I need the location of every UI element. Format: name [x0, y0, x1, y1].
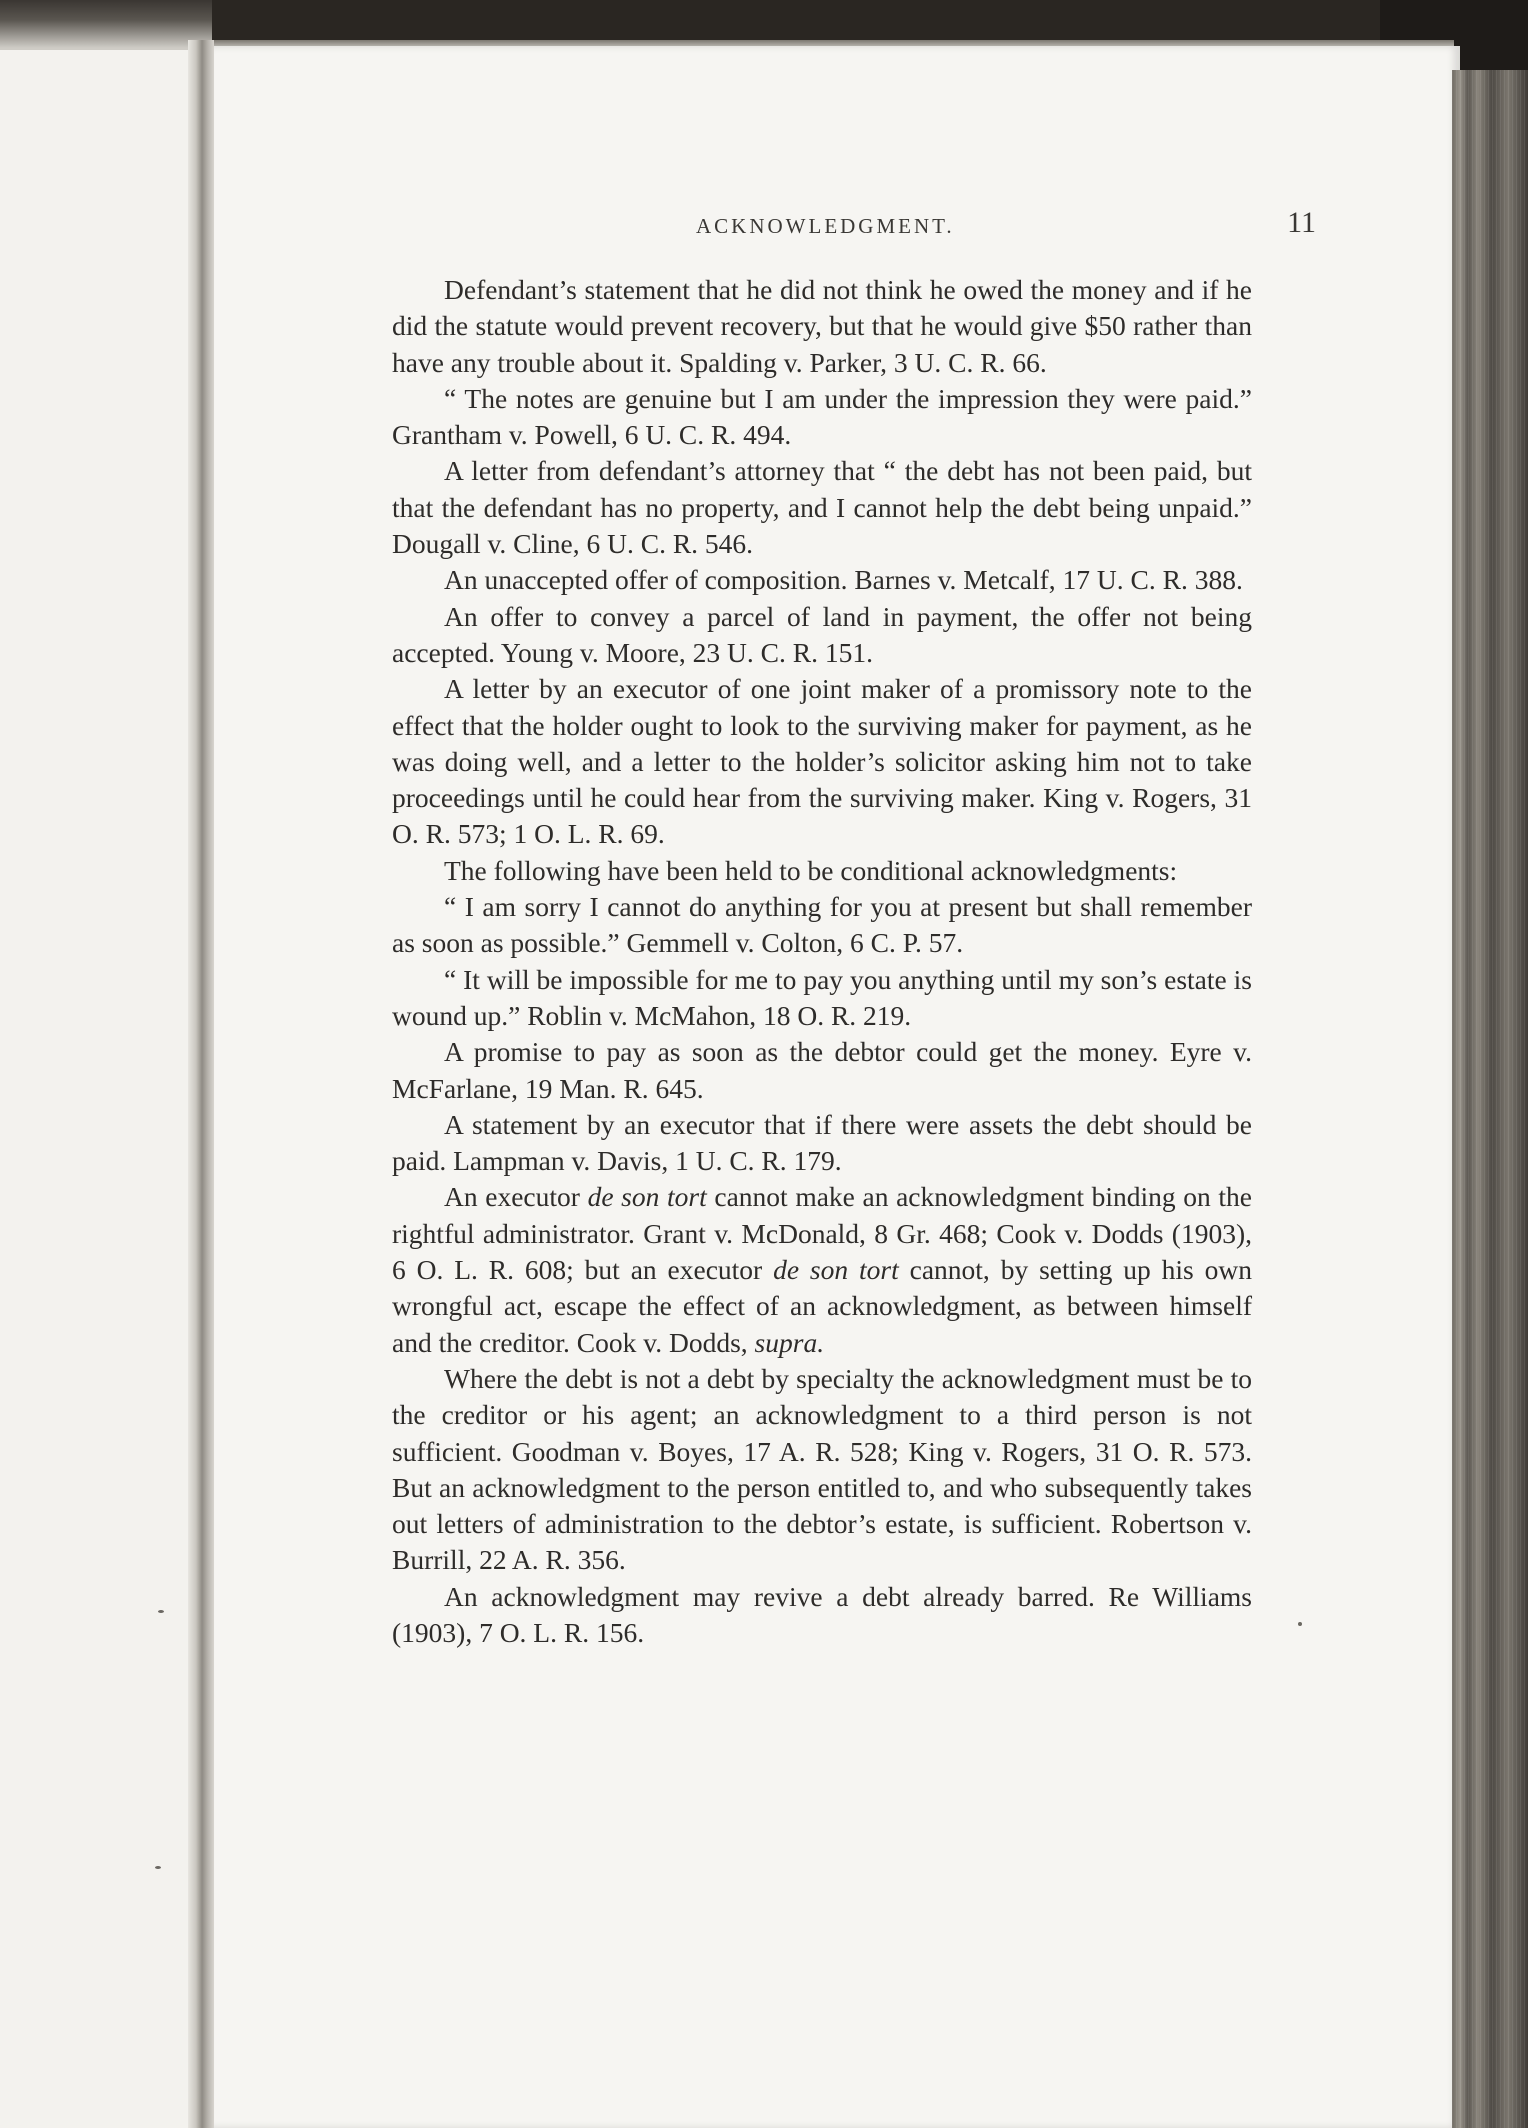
- paragraph: Defendant’s statement that he did not think he owed the money and if he did the statute would prevent recovery, but that he would give $50 rather than have any trouble about it. Spalding v. Parker, 3 U. C. R. 66.: [392, 274, 1252, 378]
- paragraph: “ It will be impossible for me to pay you anything until my son’s estate is wound up.” Roblin v. McMahon, 18 O. R. 219.: [392, 963, 1252, 1031]
- text-run: cannot make an acknowledgment binding on the rightful administrator. Grant v. McDonald, 8 Gr. 468; Cook v. Dodds (1903), 6 O. L. R. 608; but an executor: [392, 1181, 1252, 1286]
- paragraph: A statement by an executor that if there were assets the debt should be paid. Lampman v. Davis, 1 U. C. R. 179.: [392, 1108, 1252, 1177]
- left-page-top-shadow: [0, 0, 212, 50]
- left-page-fragment: [0, 0, 212, 2128]
- paragraph: The following have been held to be conditional acknowledgments:: [444, 854, 1178, 886]
- paragraph: A letter from defendant’s attorney that “ the debt has not been paid, but that the defendant has no property, and I cannot help the debt being unpaid.” Dougall v. Cline, 6 U. C. R. 546.: [392, 455, 1252, 560]
- page-number: 11: [1287, 206, 1316, 239]
- paragraph: [392, 1179, 1252, 1360]
- paragraph: “ The notes are genuine but I am under the impression they were paid.” Grantham v. Powell, 6 U. C. R. 494.: [392, 382, 1252, 451]
- italic-phrase: supra.: [754, 1326, 825, 1358]
- text-run: An executor: [444, 1181, 588, 1213]
- running-head: ACKNOWLEDGMENT.: [696, 214, 955, 238]
- scan-speck: [155, 1866, 161, 1869]
- scan-speck: [1298, 1622, 1302, 1626]
- paragraph: An acknowledgment may revive a debt already barred. Re Williams (1903), 7 O. L. R. 156.: [392, 1580, 1252, 1648]
- italic-phrase: de son tort: [773, 1254, 899, 1286]
- paragraph: A promise to pay as soon as the debtor could get the money. Eyre v. McFarlane, 19 Man. R. 645.: [392, 1036, 1252, 1104]
- scan-speck: [158, 1610, 164, 1613]
- paragraph: “ I am sorry I cannot do anything for you at present but shall remember as soon as possible.” Gemmell v. Colton, 6 C. P. 57.: [392, 891, 1252, 959]
- body-text: [392, 272, 1252, 1651]
- paragraph: Where the debt is not a debt by specialty the acknowledgment must be to the creditor or his agent; an acknowledgment to a third person is not sufficient. Goodman v. Boyes, 17 A. R. 528; King v. Rogers, 31 O. R. 573. But an acknowledgment to the person entitled to, and who subsequently takes out letters of administration to the debtor’s estate, is sufficient. Robertson v. Burrill, 22 A. R. 356.: [392, 1362, 1252, 1576]
- paragraph: An unaccepted offer of composition. Barnes v. Metcalf, 17 U. C. R. 388.: [444, 564, 1243, 596]
- paragraph: An offer to convey a parcel of land in payment, the offer not being accepted. Young v. Moore, 23 U. C. R. 151.: [392, 600, 1252, 668]
- page-edges: [1452, 70, 1528, 2128]
- italic-phrase: de son tort: [587, 1181, 707, 1213]
- paragraph: A letter by an executor of one joint maker of a promissory note to the effect that the holder ought to look to the surviving maker for payment, as he was doing well, and a letter to the holder’s solicitor asking him not to take proceedings until he could hear from the surviving maker. King v. Rogers, 31 O. R. 573; 1 O. L. R. 69.: [392, 673, 1252, 850]
- page-header: [696, 206, 1316, 246]
- book-gutter: [188, 40, 216, 2128]
- text-run: cannot, by setting up his own wrongful act, escape the effect of an acknowledgment, as between himself and the creditor. Cook v. Dodds,: [392, 1254, 1252, 1358]
